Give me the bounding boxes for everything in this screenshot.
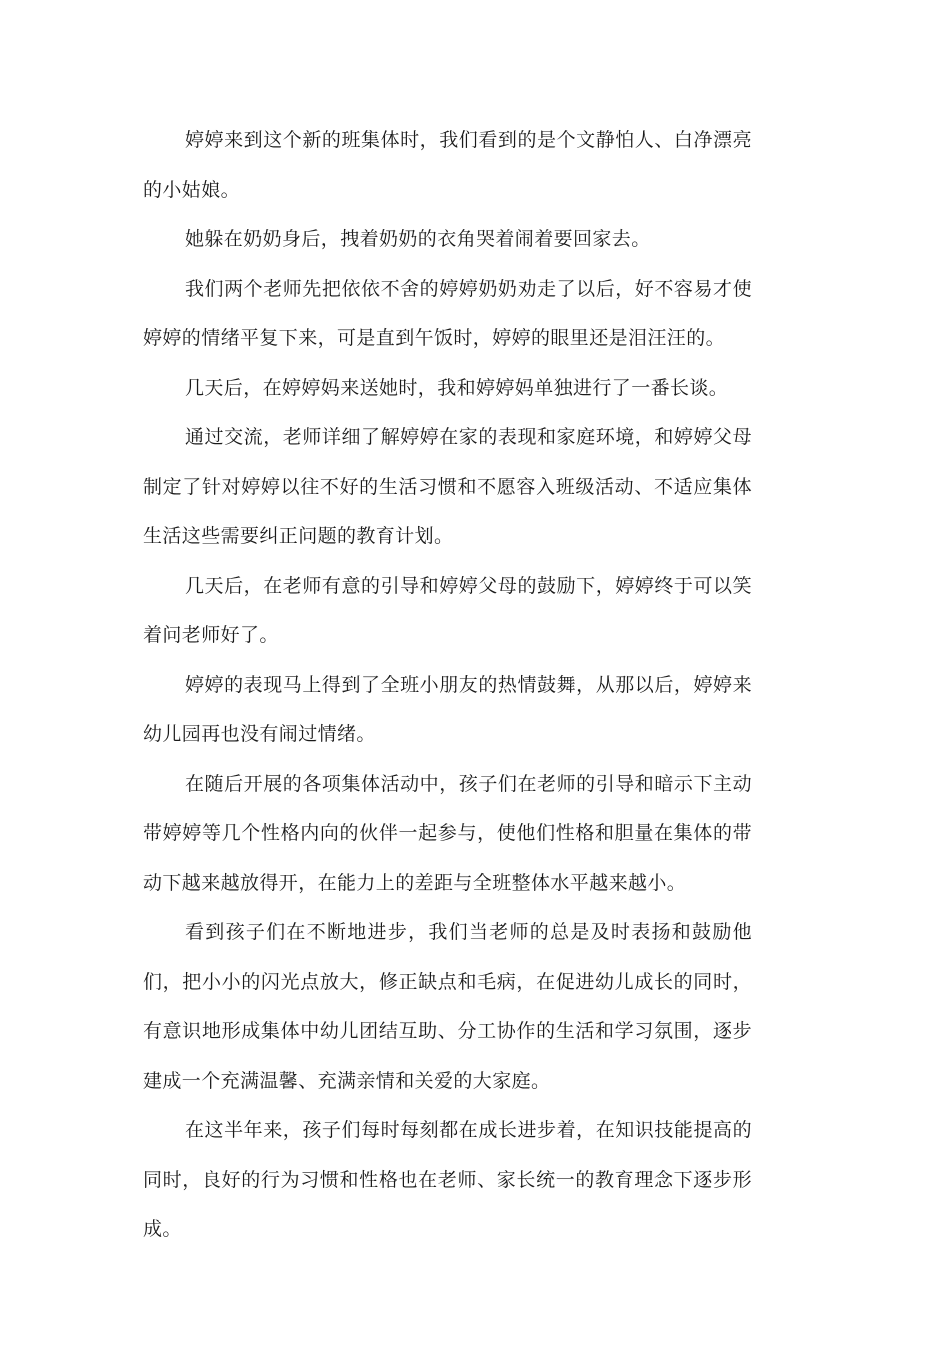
paragraph-4: 几天后，在婷婷妈来送她时，我和婷婷妈单独进行了一番长谈。 xyxy=(185,376,729,399)
paragraph-10: 在这半年来，孩子们每时每刻都在成长进步着，在知识技能提高的同时，良好的行为习惯和性格也在老师、家长统一的教育理念下逐步形成。 xyxy=(143,1119,752,1240)
paragraph-3: 我们两个老师先把依依不舍的婷婷奶奶劝走了以后，好不容易才使婷婷的情绪平复下来，可是直到午饭时，婷婷的眼里还是泪汪汪的。 xyxy=(143,277,752,349)
paragraph-6: 几天后，在老师有意的引导和婷婷父母的鼓励下，婷婷终于可以笑着问老师好了。 xyxy=(143,574,752,646)
paragraph-9: 看到孩子们在不断地进步，我们当老师的总是及时表扬和鼓励他们，把小小的闪光点放大，修正缺点和毛病，在促进幼儿成长的同时，有意识地形成集体中幼儿团结互助、分工协作的生活和学习氛围，逐步建成一个充满温馨、充满亲情和关爱的大家庭。 xyxy=(143,921,752,1092)
paragraph-2: 她躲在奶奶身后，拽着奶奶的衣角哭着闹着要回家去。 xyxy=(185,228,651,250)
paragraph-1: 婷婷来到这个新的班集体时，我们看到的是个文静怕人、白净漂亮的小姑娘。 xyxy=(143,129,752,201)
paragraph-8: 在随后开展的各项集体活动中，孩子们在老师的引导和暗示下主动带婷婷等几个性格内向的伙伴一起参与，使他们性格和胆量在集体的带动下越来越放得开，在能力上的差距与全班整体水平越来越小。 xyxy=(143,772,752,894)
paragraph-5: 通过交流，老师详细了解婷婷在家的表现和家庭环境，和婷婷父母制定了针对婷婷以往不好的生活习惯和不愿容入班级活动、不适应集体生活这些需要纠正问题的教育计划。 xyxy=(143,426,752,547)
paragraph-7: 婷婷的表现马上得到了全班小朋友的热情鼓舞，从那以后，婷婷来幼儿园再也没有闹过情绪。 xyxy=(143,673,752,745)
